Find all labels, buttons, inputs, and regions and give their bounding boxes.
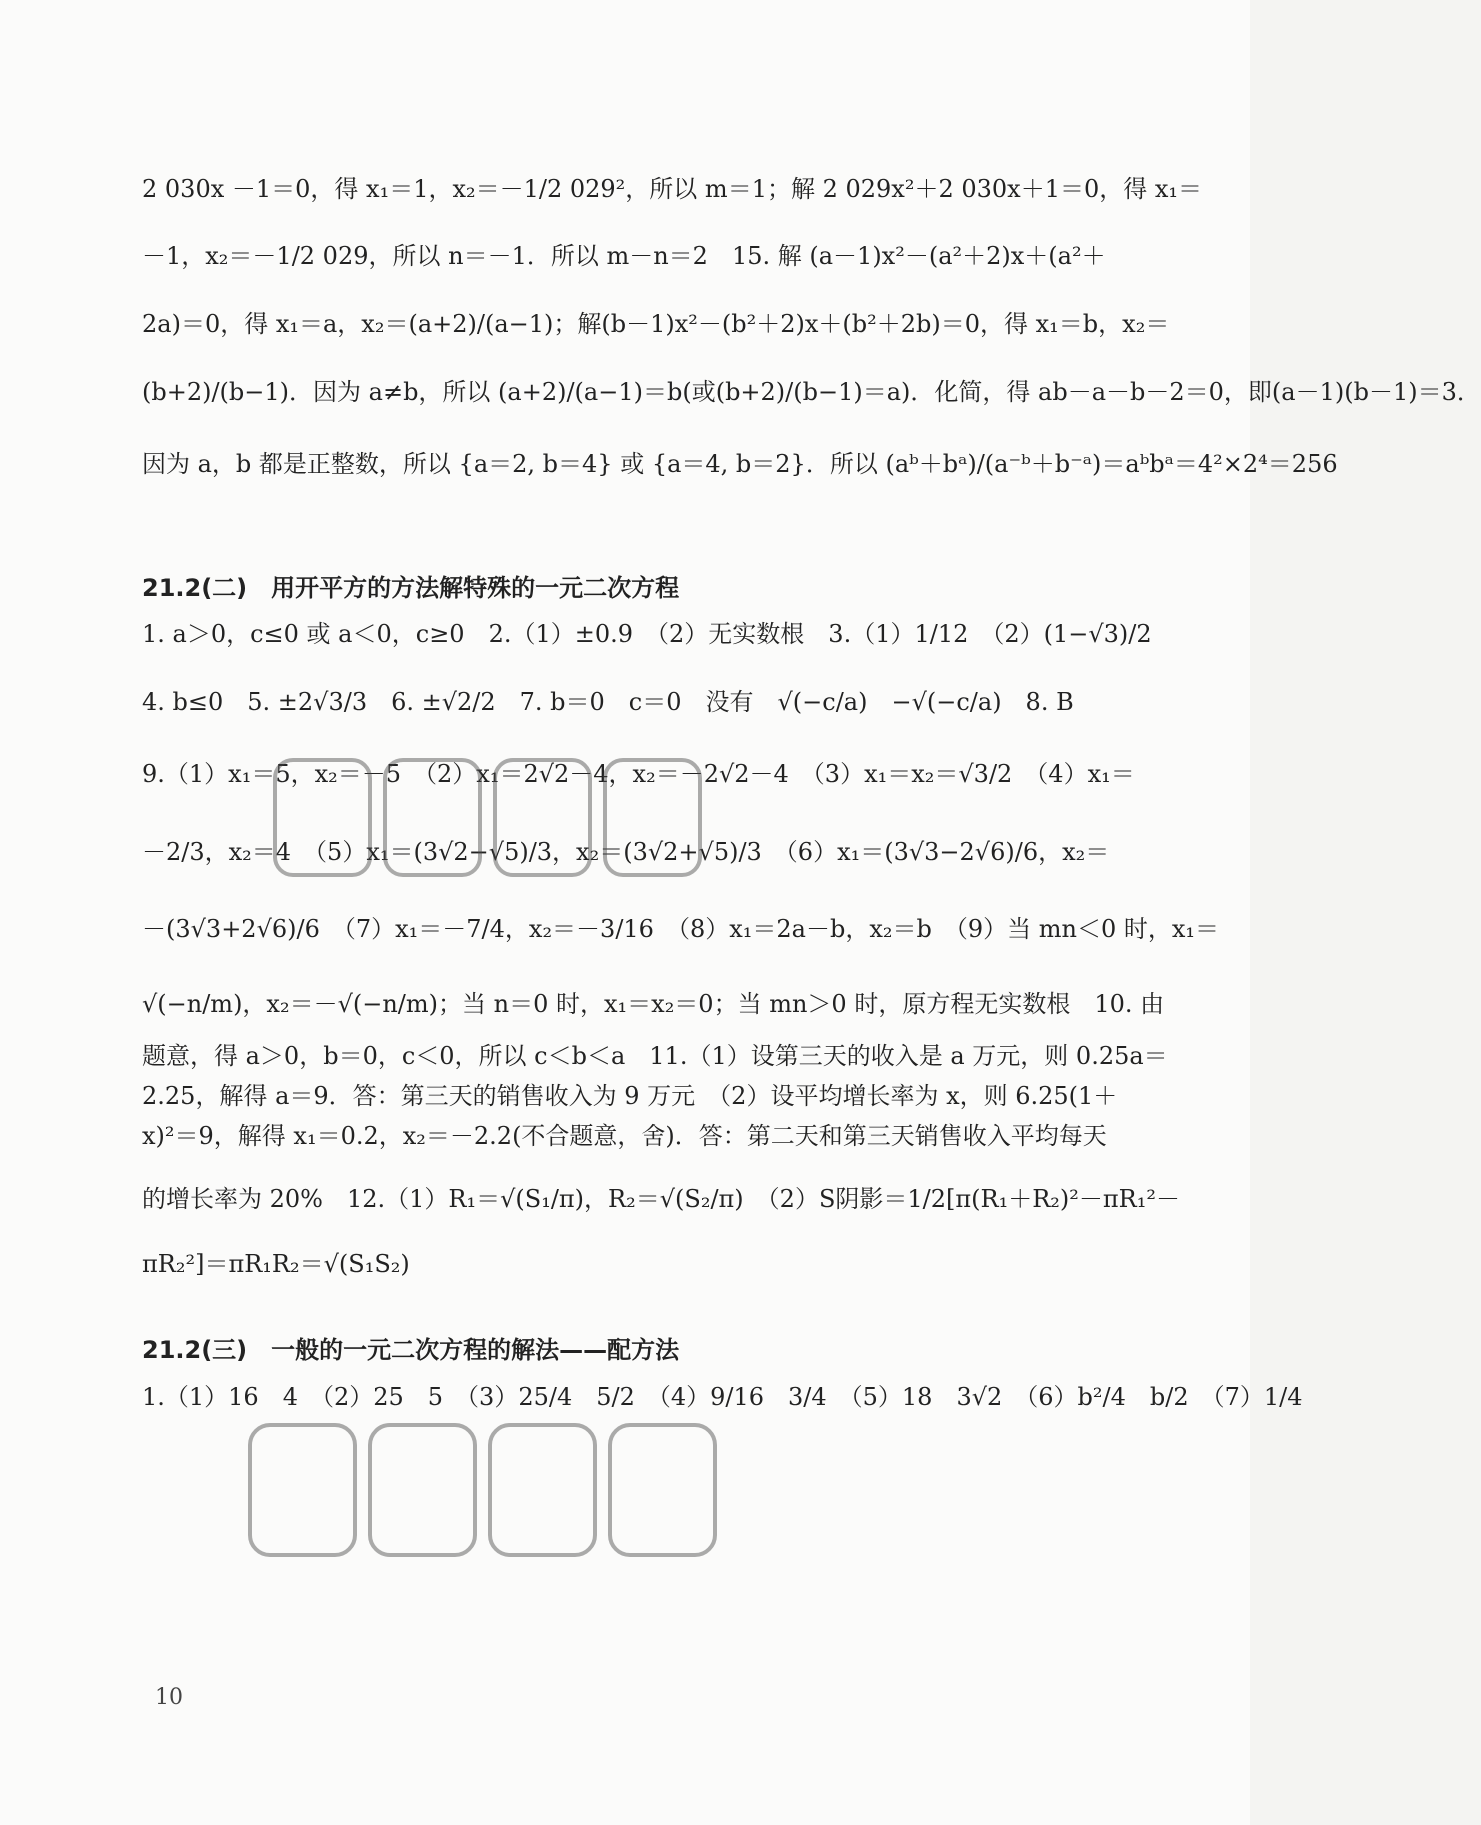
text-line: πR₂²]＝πR₁R₂＝√(S₁S₂) xyxy=(142,1250,410,1278)
page-number: 10 xyxy=(155,1685,183,1710)
text-line: (b+2)/(b−1)．因为 a≠b，所以 (a+2)/(a−1)＝b(或(b+2)/(b−1)＝a)．化简，得 ab－a－b－2＝0，即(a－1)(b－1)＝3． xyxy=(142,378,1481,406)
text-line: 题意，得 a＞0，b＝0，c＜0，所以 c＜b＜a 11.（1）设第三天的收入是 a 万元，则 0.25a＝ xyxy=(142,1042,1168,1070)
text-line: x)²＝9，解得 x₁＝0.2，x₂＝－2.2(不合题意，舍)．答：第二天和第三天销售收入平均每天 xyxy=(142,1122,1107,1150)
text-line: 2.25，解得 a＝9．答：第三天的销售收入为 9 万元 （2）设平均增长率为 x，则 6.25(1＋ xyxy=(142,1082,1118,1110)
text-line: 9.（1）x₁＝5，x₂＝－5 （2）x₁＝2√2－4，x₂＝－2√2－4 （3）x₁＝x₂＝√3/2 （4）x₁＝ xyxy=(142,760,1135,788)
text-line: 2a)＝0，得 x₁＝a，x₂＝(a+2)/(a−1)；解(b－1)x²－(b²＋2)x＋(b²＋2b)＝0，得 x₁＝b，x₂＝ xyxy=(142,310,1170,338)
text-line: 1. a＞0，c≤0 或 a＜0，c≥0 2.（1）±0.9 （2）无实数根 3.（1）1/12 （2）(1−√3)/2 xyxy=(142,620,1152,648)
text-line: 1.（1）16 4 （2）25 5 （3）25/4 5/2 （4）9/16 3/4 （5）18 3√2 （6）b²/4 b/2 （7）1/4 xyxy=(142,1383,1303,1411)
watermark-logo xyxy=(265,740,725,900)
text-line: √(−n/m)，x₂＝－√(−n/m)；当 n＝0 时，x₁＝x₂＝0；当 mn＞0 时，原方程无实数根 10. 由 xyxy=(142,990,1165,1018)
text-line: 因为 a，b 都是正整数，所以 {a＝2, b＝4} 或 {a＝4, b＝2}．所以 (aᵇ＋bᵃ)/(a⁻ᵇ＋b⁻ᵃ)＝aᵇbᵃ＝4²×2⁴＝256 xyxy=(142,450,1338,478)
text-line: 的增长率为 20% 12.（1）R₁＝√(S₁/π)，R₂＝√(S₂/π) （2）S阴影＝1/2[π(R₁＋R₂)²－πR₁²－ xyxy=(142,1185,1180,1213)
text-line: －(3√3+2√6)/6 （7）x₁＝－7/4，x₂＝－3/16 （8）x₁＝2a－b，x₂＝b （9）当 mn＜0 时，x₁＝ xyxy=(142,915,1220,943)
section-title: 21.2(三) 一般的一元二次方程的解法——配方法 xyxy=(142,1336,680,1364)
text-line: －2/3，x₂＝4 （5）x₁＝(3√2−√5)/3，x₂＝(3√2+√5)/3 （6）x₁＝(3√3−2√6)/6，x₂＝ xyxy=(142,838,1110,866)
text-line: －1，x₂＝－1/2 029，所以 n＝－1．所以 m－n＝2 15. 解 (a－1)x²－(a²＋2)x＋(a²＋ xyxy=(142,242,1106,270)
text-line: 2 030x －1＝0，得 x₁＝1，x₂＝－1/2 029²，所以 m＝1；解 2 029x²＋2 030x＋1＝0，得 x₁＝ xyxy=(142,175,1203,203)
section-title: 21.2(二) 用开平方的方法解特殊的一元二次方程 xyxy=(142,574,680,602)
text-line: 4. b≤0 5. ±2√3/3 6. ±√2/2 7. b＝0 c＝0 没有 √(−c/a) −√(−c/a) 8. B xyxy=(142,688,1074,716)
watermark-logo xyxy=(240,1405,740,1580)
